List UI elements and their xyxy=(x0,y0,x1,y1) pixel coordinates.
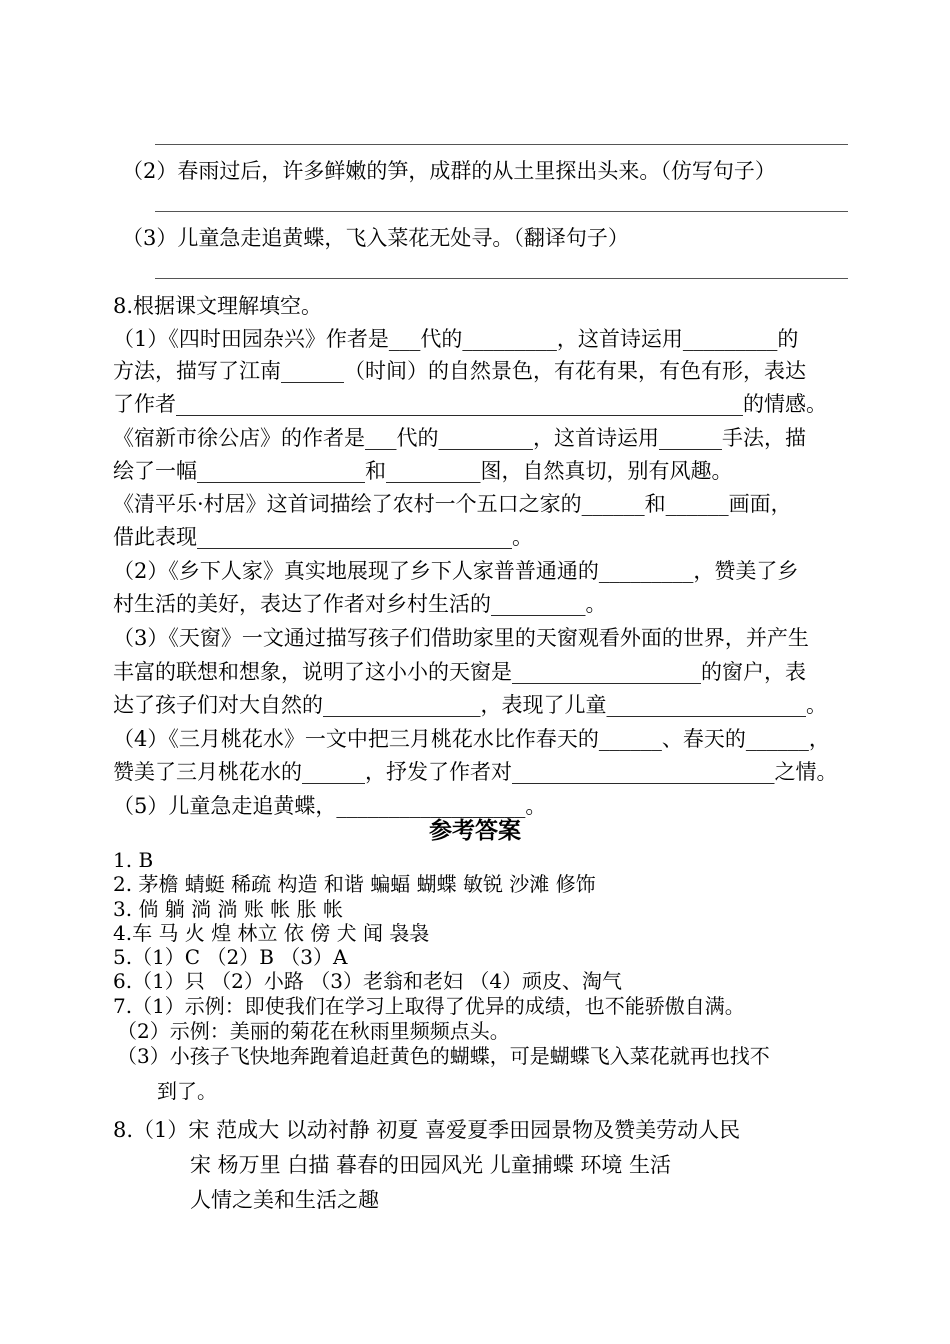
answer-3: 3. 倘 躺 淌 淌 账 帐 胀 帐 xyxy=(113,897,343,921)
answer-1: 1. B xyxy=(113,848,154,872)
q8-p5: （5）儿童急走追黄蝶，__________________。 xyxy=(113,794,547,818)
answer-blank-line[interactable] xyxy=(155,278,848,279)
q8-p1-line4: 《宿新市徐公店》的作者是___代的_________，这首诗运用______手法，描 xyxy=(113,426,806,450)
answer-7-3b: 到了。 xyxy=(157,1079,217,1103)
q8-p1-line1: （1）《四时田园杂兴》作者是___代的_________，这首诗运用_________的 xyxy=(113,327,799,351)
answer-blank-line[interactable] xyxy=(155,144,848,145)
q8-heading: 8.根据课文理解填空。 xyxy=(113,294,323,318)
q8-p3-line2: 丰富的联想和想象，说明了这小小的天窗是__________________的窗户，表 xyxy=(113,660,806,684)
answer-6: 6.（1）只 （2）小路 （3）老翁和老妇 （4）顽皮、淘气 xyxy=(113,969,623,993)
q7-item-3: （3）儿童急走追黄蝶，飞入菜花无处寻。（翻译句子） xyxy=(122,226,629,250)
q8-p3-line1: （3）《天窗》一文通过描写孩子们借助家里的天窗观看外面的世界，并产生 xyxy=(113,626,809,650)
q8-p1-line3: 了作者______________________________________________________的情感。 xyxy=(113,392,827,416)
q8-p1-line7: 借此表现______________________________。 xyxy=(113,525,533,549)
q8-p4-line1: （4）《三月桃花水》一文中把三月桃花水比作春天的______、春天的______， xyxy=(113,727,830,751)
q8-p1-line2: 方法，描写了江南______（时间）的自然景色，有花有果，有色有形，表达 xyxy=(113,359,806,383)
answer-7-2: （2）示例：美丽的菊花在秋雨里频频点头。 xyxy=(117,1019,510,1043)
answer-8-line1: 8.（1）宋 范成大 以动衬静 初夏 喜爱夏季田园景物及赞美劳动人民 xyxy=(113,1118,741,1142)
answer-key-title: 参考答案 xyxy=(429,817,521,844)
answer-7-1: 7.（1）示例：即使我们在学习上取得了优异的成绩，也不能骄傲自满。 xyxy=(113,994,745,1018)
q8-p1-line5: 绘了一幅________________和_________图，自然真切，别有风趣。 xyxy=(113,459,733,483)
answer-7-3a: （3）小孩子飞快地奔跑着追赶黄色的蝴蝶，可是蝴蝶飞入菜花就再也找不 xyxy=(117,1044,770,1068)
q8-p1-line6: 《清平乐·村居》这首词描绘了农村一个五口之家的______和______画面， xyxy=(113,492,792,516)
q7-item-2: （2）春雨过后，许多鲜嫩的笋，成群的从土里探出头来。（仿写句子） xyxy=(122,159,776,183)
answer-8-line2: 宋 杨万里 白描 暮春的田园风光 儿童捕蝶 环境 生活 xyxy=(190,1153,672,1177)
q8-p2-line2: 村生活的美好，表达了作者对乡村生活的_________。 xyxy=(113,592,607,616)
answer-5: 5.（1）C （2）B （3）A xyxy=(113,945,348,969)
answer-blank-line[interactable] xyxy=(155,211,848,212)
answer-2: 2. 茅檐 蜻蜓 稀疏 构造 和谐 蝙蝠 蝴蝶 敏锐 沙滩 修饰 xyxy=(113,872,596,896)
q8-p4-line2: 赞美了三月桃花水的______，抒发了作者对_________________________之情。 xyxy=(113,760,838,784)
answer-4: 4.车 马 火 煌 林立 依 傍 犬 闻 袅袅 xyxy=(113,921,430,945)
q8-p3-line3: 达了孩子们对大自然的_______________，表现了儿童___________________。 xyxy=(113,693,827,717)
q8-p2-line1: （2）《乡下人家》真实地展现了乡下人家普普通通的_________，赞美了乡 xyxy=(113,559,799,583)
answer-8-line3: 人情之美和生活之趣 xyxy=(190,1188,379,1212)
